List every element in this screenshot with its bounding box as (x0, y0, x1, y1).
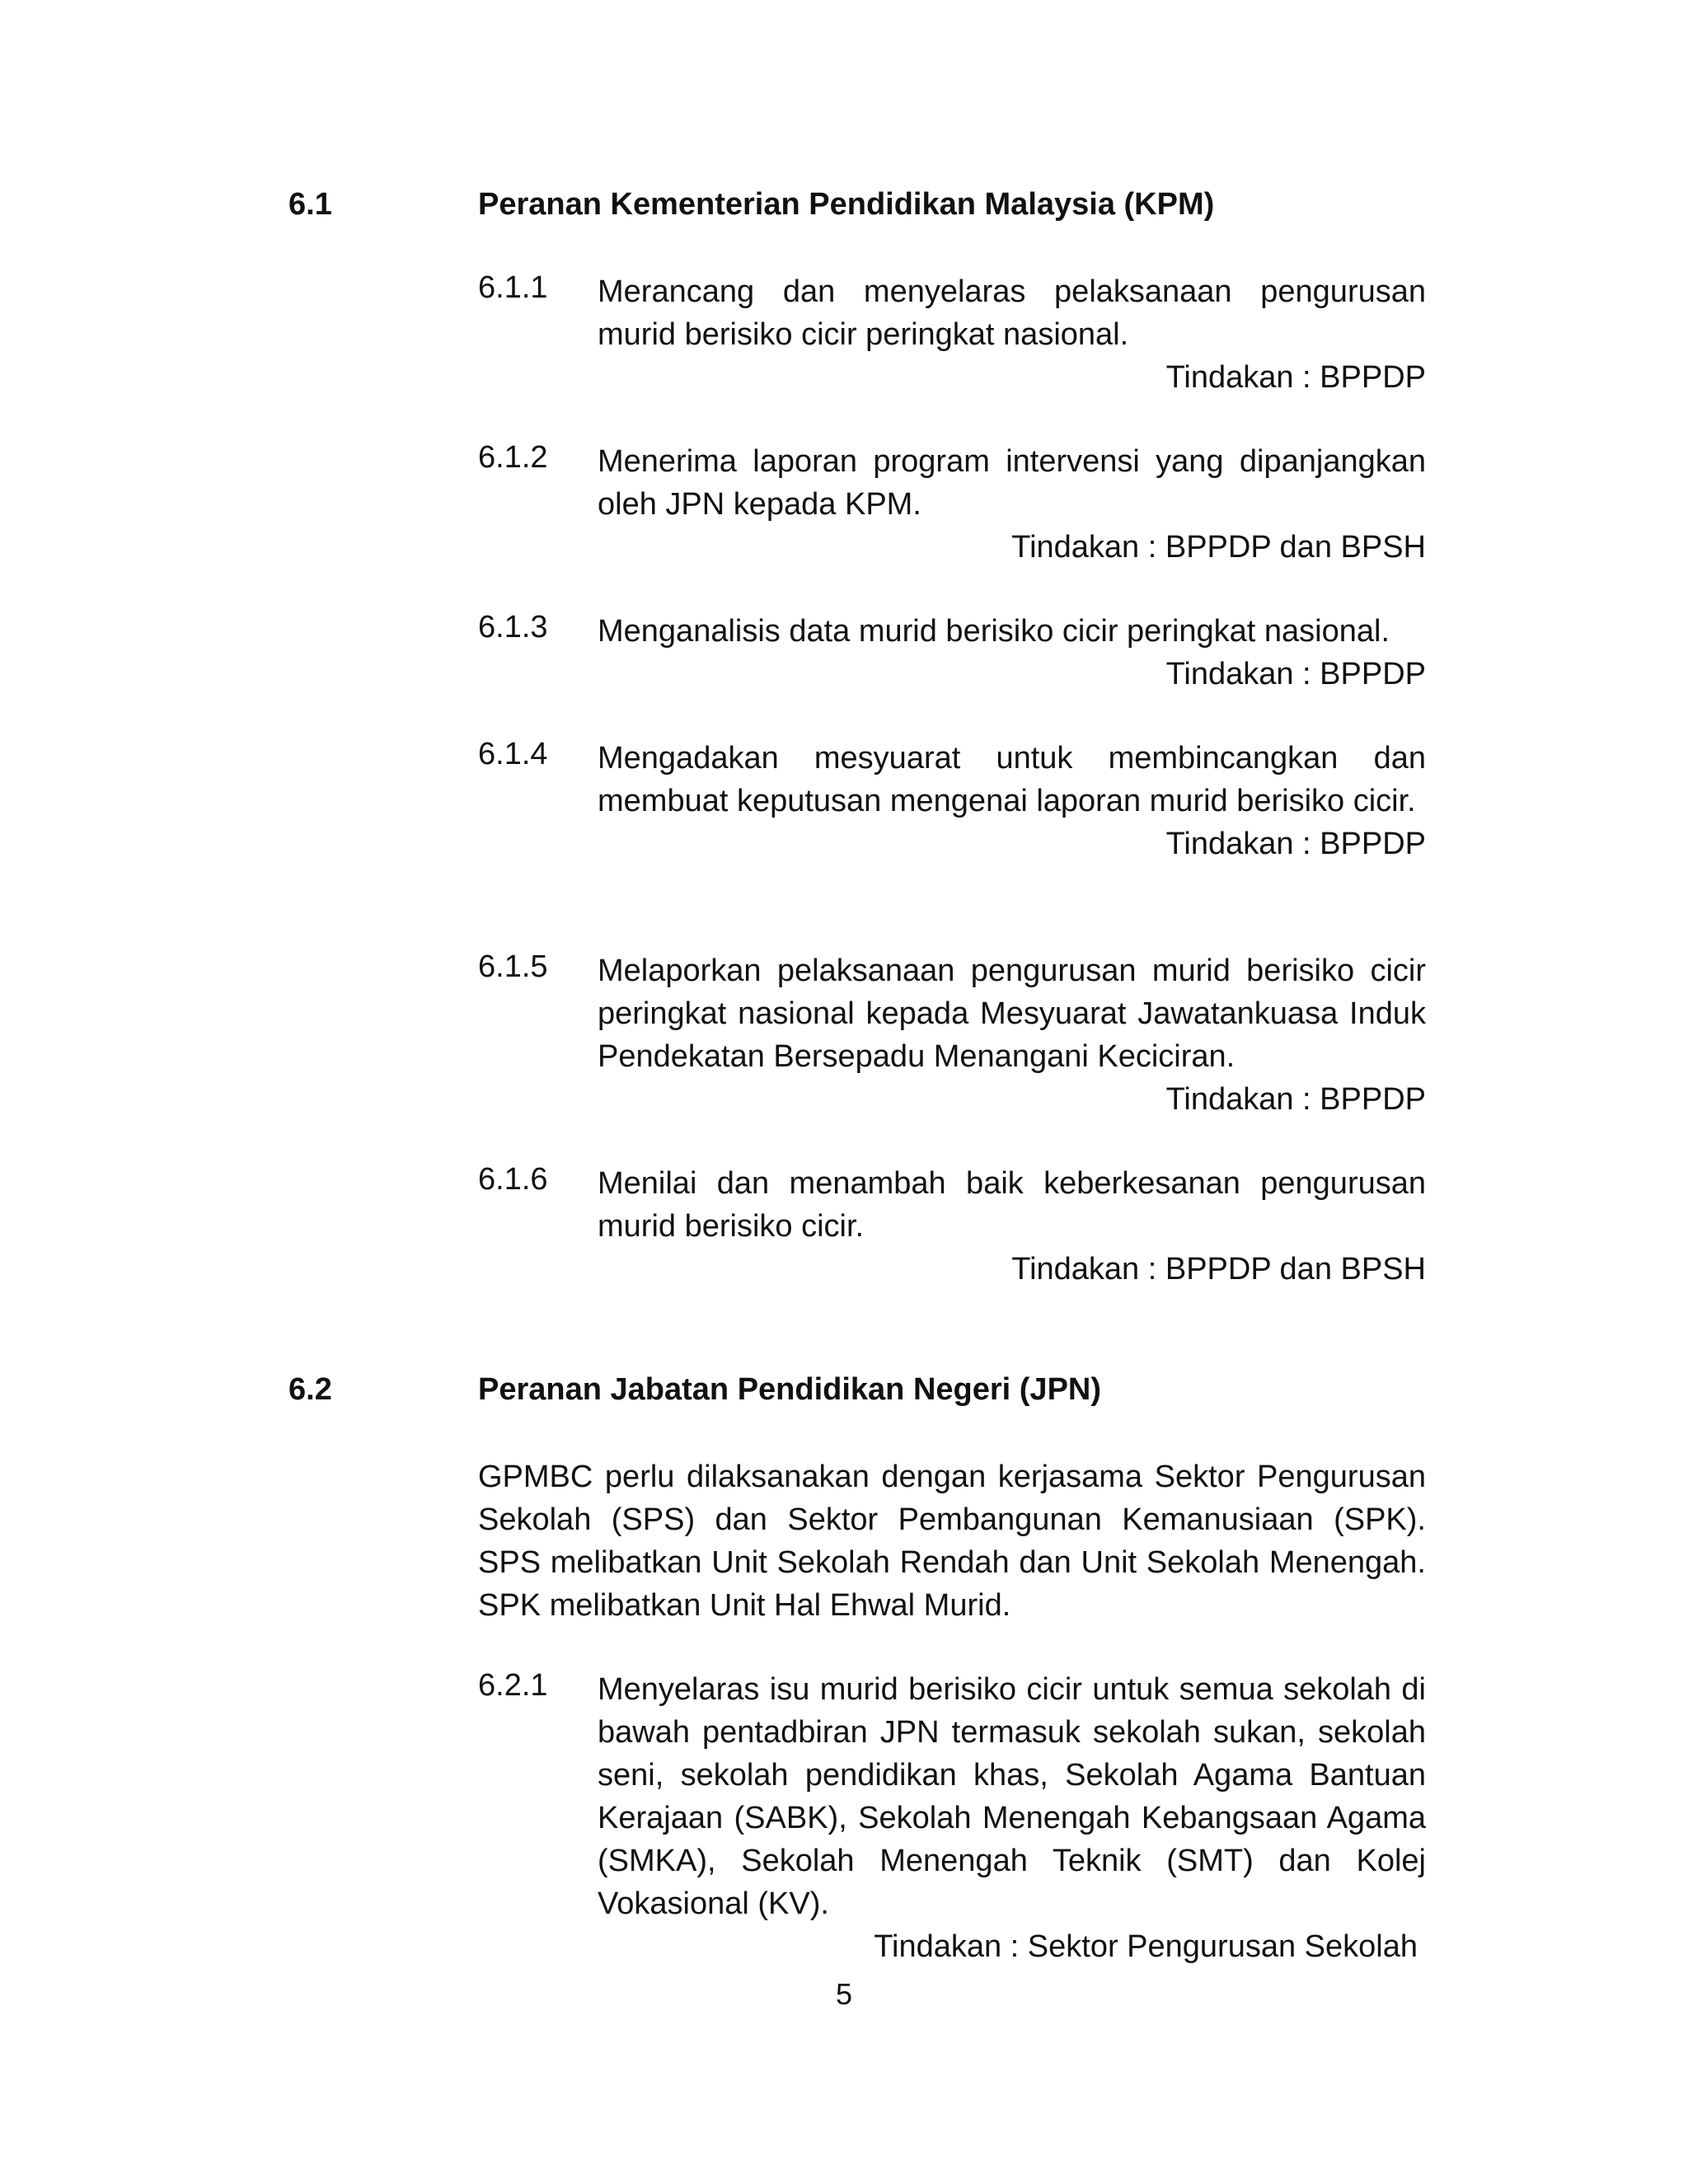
item-number: 6.1.5 (478, 949, 548, 984)
item-text: Menyelaras isu murid berisiko cicir untuk semua sekolah di bawah pentadbiran JPN termasuk sekolah sukan, sekolah seni, sekolah pendidikan khas, Sekolah Agama Bantuan Kerajaan (SABK), Sekolah Menengah Kebangsaan Agama (SMKA), Sekolah Menengah Teknik (SMT) dan Kolej Vokasional (KV). (598, 1672, 1426, 1921)
item-action: Tindakan : BPPDP (1165, 360, 1426, 395)
item-action: Tindakan : BPPDP (1165, 827, 1426, 861)
item-number: 6.1.4 (478, 737, 548, 771)
list-item-6-1-5 (478, 949, 1426, 1121)
item-action: Tindakan : BPPDP (1165, 1082, 1426, 1117)
item-text: Menganalisis data murid berisiko cicir peringkat nasional. (598, 614, 1390, 649)
list-item-6-1-1 (478, 270, 1426, 399)
item-action: Tindakan : BPPDP (1165, 657, 1426, 691)
item-action: Tindakan : Sektor Pengurusan Sekolah (874, 1929, 1418, 1964)
item-number: 6.1.2 (478, 440, 548, 475)
list-item-6-1-3 (478, 610, 1426, 696)
list-item-6-1-4 (478, 737, 1426, 865)
list-item-6-1-2 (478, 440, 1426, 569)
item-number: 6.1.1 (478, 270, 548, 305)
page-number: 5 (835, 1977, 853, 2011)
item-text: Menerima laporan program intervensi yang dipanjangkan oleh JPN kepada KPM. (598, 444, 1426, 522)
section-title: Peranan Jabatan Pendidikan Negeri (JPN) (478, 1372, 1102, 1407)
list-item-6-1-6 (478, 1162, 1426, 1291)
section-number: 6.2 (288, 1372, 332, 1407)
item-action: Tindakan : BPPDP dan BPSH (1011, 1252, 1426, 1286)
item-number: 6.1.3 (478, 610, 548, 644)
item-text: Menilai dan menambah baik keberkesanan pengurusan murid berisiko cicir. (598, 1166, 1426, 1244)
item-number: 6.1.6 (478, 1162, 548, 1197)
item-text: Merancang dan menyelaras pelaksanaan pengurusan murid berisiko cicir peringkat nasional. (598, 274, 1426, 352)
item-action: Tindakan : BPPDP dan BPSH (1011, 530, 1426, 565)
section-intro-paragraph: GPMBC perlu dilaksanakan dengan kerjasama Sektor Pengurusan Sekolah (SPS) dan Sektor Pembangunan Kemanusiaan (SPK). SPS melibatkan Unit Sekolah Rendah dan Unit Sekolah Menengah. SPK melibatkan Unit Hal Ehwal Murid. (478, 1460, 1426, 1623)
item-number: 6.2.1 (478, 1668, 548, 1703)
section-title: Peranan Kementerian Pendidikan Malaysia (KPM) (478, 187, 1215, 222)
item-text: Melaporkan pelaksanaan pengurusan murid berisiko cicir peringkat nasional kepada Mesyuarat Jawatankuasa Induk Pendekatan Bersepadu Menangani Keciciran. (598, 954, 1426, 1074)
list-item-6-2-1 (478, 1668, 1426, 1968)
section-number: 6.1 (288, 187, 332, 222)
item-text: Mengadakan mesyuarat untuk membincangkan dan membuat keputusan mengenai laporan murid berisiko cicir. (598, 741, 1426, 818)
